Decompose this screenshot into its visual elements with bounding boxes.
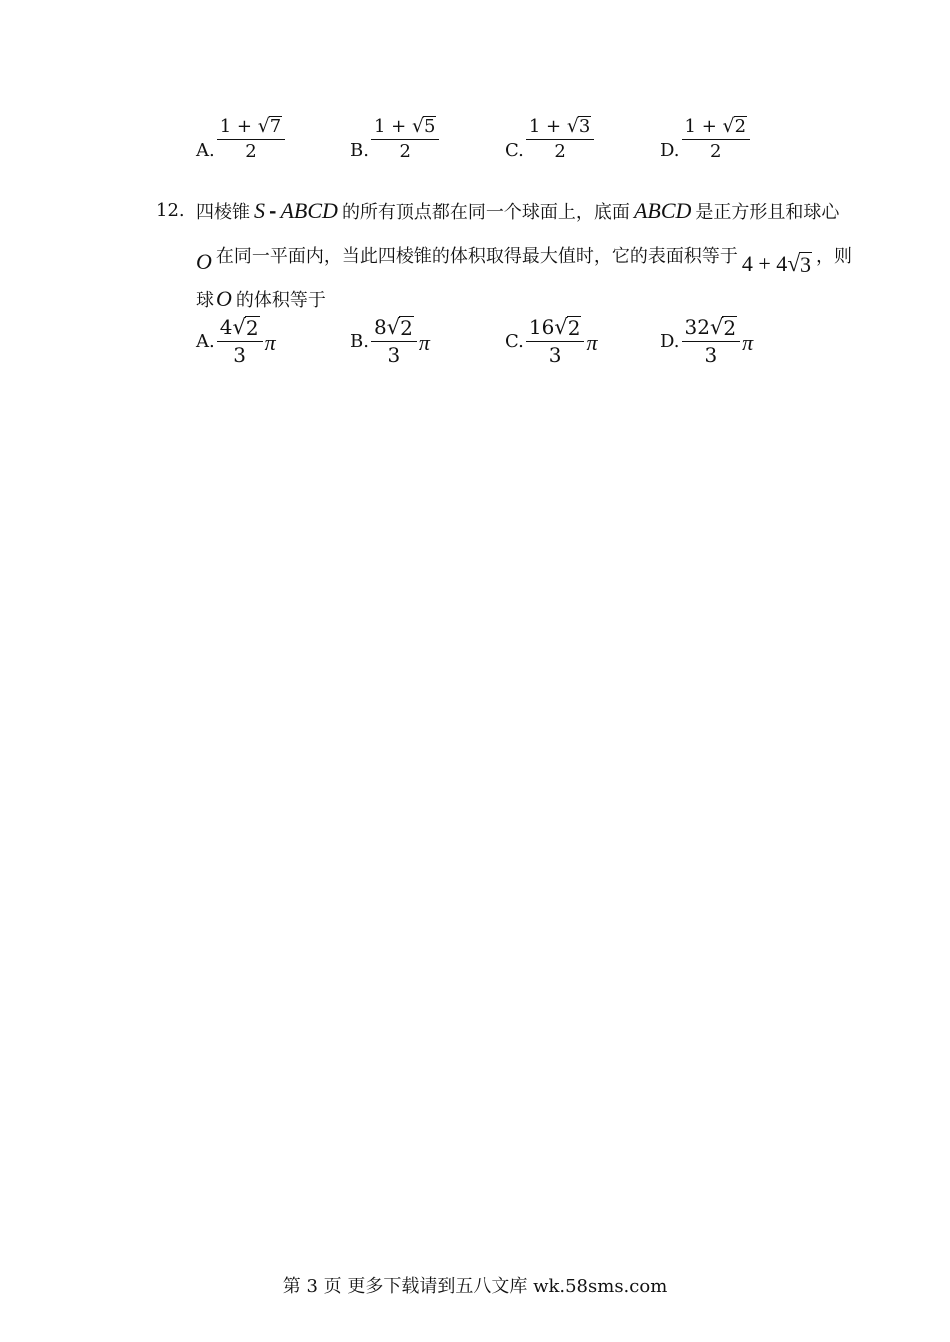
q12-choice-c: C. 16 √ 2 3 π (505, 315, 598, 368)
choice-letter: C. (505, 330, 524, 352)
question-line-1: 四棱锥 S - ABCD 的所有顶点都在同一个球面上，底面 ABCD 是正方形且和球心 (196, 198, 840, 223)
choice-letter: D. (660, 140, 680, 162)
surface-area-expression: 4 + 4 √ 3 (741, 250, 811, 277)
q12-choice-d: D. 32 √ 2 3 π (660, 315, 754, 368)
choice-letter: C. (505, 140, 524, 162)
q11-choice-c (505, 116, 594, 162)
choice-letter: B. (350, 140, 369, 162)
choice-letter: B. (350, 330, 369, 352)
fraction: 1 + √ 2 2 (682, 116, 751, 162)
choice-letter: A. (196, 140, 215, 162)
question-line-2: O 在同一平面内，当此四棱锥的体积取得最大值时，它的表面积等于 4 + 4 √ 3 ，则 (196, 245, 852, 277)
q12-choice-a: A. 4 √ 2 3 π (196, 315, 276, 368)
q11-choice-d (660, 116, 750, 162)
fraction: 1 + √ 7 2 (217, 116, 286, 162)
fraction: 1 + √ 3 2 (526, 116, 595, 162)
question-number: 12. (156, 200, 185, 221)
q11-choice-a (196, 116, 285, 162)
q11-choice-b (350, 116, 439, 162)
choice-letter: A. (196, 330, 215, 352)
q12-choice-b: B. 8 √ 2 3 π (350, 315, 430, 368)
fraction: 4 √ 2 3 (217, 316, 263, 366)
choice-letter: D. (660, 330, 680, 352)
question-line-3: 球 O 的体积等于 (196, 286, 326, 311)
fraction: 1 + √ 5 2 (371, 116, 440, 162)
fraction: 8 √ 2 3 (371, 316, 417, 366)
fraction: 16 √ 2 3 (526, 316, 585, 366)
page-footer: 第 3 页 更多下载请到五八文库 wk.58sms.com (282, 1276, 668, 1297)
fraction: 32 √ 2 3 (682, 316, 741, 366)
